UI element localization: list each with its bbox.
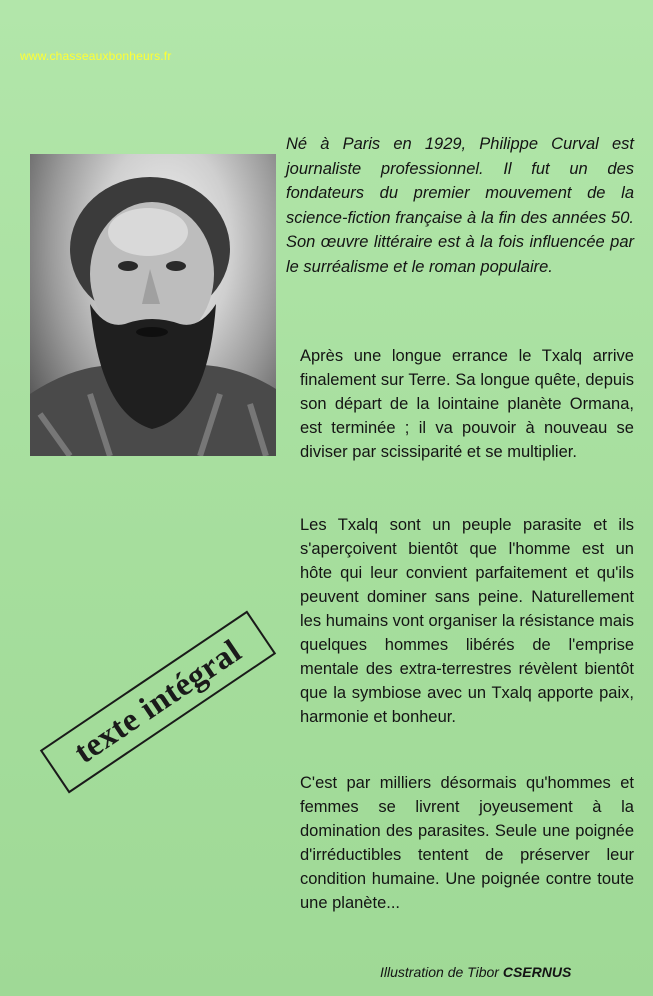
credit-name: CSERNUS xyxy=(502,964,572,980)
synopsis-text: Les Txalq sont un peuple parasite et ils s'aperçoivent bientôt que l'homme est un hôte qui leur convient parfaitement et qu'ils peuvent dominer sans peine. Naturellement les humains vont organiser la résistance mais quelques hommes libérés de l'emprise mentale des extra-terrestres révèlent bientôt que la symbiose avec un Txalq apporte paix, harmonie et bonheur. xyxy=(300,516,634,726)
author-portrait-illustration xyxy=(30,154,276,456)
synopsis-text: Après une longue errance le Txalq arrive finalement sur Terre. Sa longue quête, depuis son départ de la lointaine planète Ormana, est terminée ; il va pouvoir à nouveau se diviser par scissiparité et se multiplier. xyxy=(300,347,634,461)
synopsis-paragraph-2 xyxy=(300,513,634,729)
stamp-label: texte intégral xyxy=(67,632,248,771)
texte-integral-stamp xyxy=(40,611,276,794)
author-photo xyxy=(30,154,276,456)
synopsis-text: C'est par milliers désormais qu'hommes et femmes se livrent joyeusement à la domination des parasites. Seule une poignée d'irréductibles tentent de préserver leur condition humaine. Une poignée contre toute une planète... xyxy=(300,774,634,912)
synopsis-paragraph-1 xyxy=(300,344,634,464)
illustration-credit xyxy=(380,964,653,980)
author-bio: Né à Paris en 1929, Philippe Curval est journaliste professionnel. Il fut un des fondateurs du premier mouvement de la science-fiction française à la fin des années 50. Son œuvre littéraire est à la fois influencée par le surréalisme et le roman populaire. xyxy=(286,135,634,276)
synopsis-paragraph-3 xyxy=(300,771,634,915)
credit-prefix: Illustration de Tibor xyxy=(380,964,499,980)
watermark-link[interactable]: www.chasseauxbonheurs.fr xyxy=(20,49,172,63)
